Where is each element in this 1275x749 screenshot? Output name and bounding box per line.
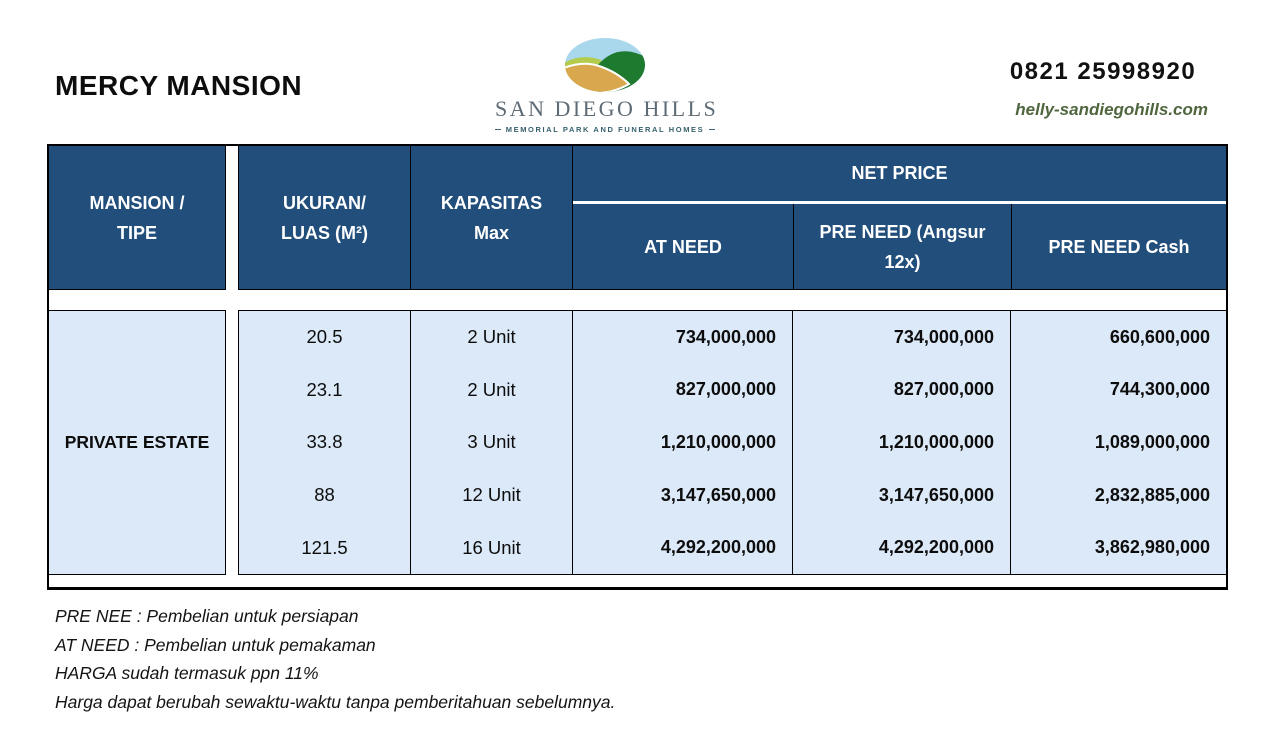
table-row — [239, 469, 1226, 522]
cell-pre-need-cash: 3,862,980,000 — [1010, 521, 1226, 574]
group-label-cell: PRIVATE ESTATE — [49, 310, 226, 575]
header-pre-need-angsur — [793, 204, 1011, 289]
cell-kapasitas: 2 Unit — [410, 311, 572, 364]
cell-ukuran: 121.5 — [301, 536, 348, 558]
phone-number: 0821 25998920 — [1009, 58, 1197, 85]
cell-pre-need-angsur: 827,000,000 — [792, 364, 1010, 417]
footnote-line: PRE NEE : Pembelian untuk persiapan — [55, 606, 359, 626]
hills-landscape-icon — [559, 36, 651, 94]
cell-pre-need-cash: 744,300,000 — [1010, 364, 1226, 417]
header-mansion-line2: TIPE — [116, 222, 157, 243]
cell-ukuran: 23.1 — [306, 378, 343, 400]
header-subrow — [573, 204, 1226, 289]
table-row — [239, 521, 1226, 574]
table-body-grid — [238, 310, 1226, 575]
cell-at-need: 3,147,650,000 — [572, 469, 792, 522]
table-row — [239, 364, 1226, 417]
header-at-need — [573, 204, 793, 289]
cell-pre-need-angsur: 734,000,000 — [792, 311, 1010, 364]
header-net-price-group — [572, 146, 1226, 290]
header-mansion-line1: MANSION / — [89, 192, 185, 213]
footnote-line: HARGA sudah termasuk ppn 11% — [55, 663, 319, 683]
contact-block — [998, 58, 1208, 120]
brand-name: SAN DIEGO HILLS — [495, 96, 719, 121]
cell-ukuran: 20.5 — [306, 326, 343, 348]
header-net-price: NET PRICE — [851, 163, 948, 183]
cell-ukuran: 33.8 — [306, 431, 343, 453]
cell-kapasitas: 12 Unit — [410, 469, 572, 522]
price-table — [47, 144, 1228, 590]
table-header — [49, 146, 1226, 290]
table-row — [239, 416, 1226, 469]
cell-pre-need-cash: 660,600,000 — [1010, 311, 1226, 364]
cell-pre-need-cash: 2,832,885,000 — [1010, 469, 1226, 522]
header-ukuran-line2: LUAS (M²) — [281, 222, 368, 243]
brand-tagline: MEMORIAL PARK AND FUNERAL HOMES — [505, 125, 705, 134]
header-ukuran-luas — [238, 146, 410, 290]
cell-at-need: 1,210,000,000 — [572, 416, 792, 469]
header-cash-label: PRE NEED Cash — [1048, 236, 1190, 257]
table-row — [239, 311, 1226, 364]
cell-at-need: 734,000,000 — [572, 311, 792, 364]
cell-pre-need-cash: 1,089,000,000 — [1010, 416, 1226, 469]
header-at-need-label: AT NEED — [644, 236, 722, 257]
header-angsur-line1: PRE NEED (Angsur — [819, 221, 986, 242]
tagline-left-rule — [495, 129, 501, 130]
cell-kapasitas: 2 Unit — [410, 364, 572, 417]
brand-logo — [495, 36, 719, 134]
cell-pre-need-angsur: 4,292,200,000 — [792, 521, 1010, 574]
website-link[interactable]: helly-sandiegohills.com — [1015, 100, 1208, 119]
header-column-gap — [226, 146, 238, 290]
footnote-line: AT NEED : Pembelian untuk pemakaman — [55, 634, 376, 655]
header-pre-need-cash — [1011, 204, 1226, 289]
body-column-gap — [226, 310, 238, 575]
cell-kapasitas: 3 Unit — [410, 416, 572, 469]
tagline-right-rule — [709, 129, 715, 130]
header-angsur-line2: 12x) — [884, 251, 921, 272]
page-title: MERCY MANSION — [55, 70, 303, 101]
header-kapasitas — [410, 146, 572, 290]
cell-at-need: 4,292,200,000 — [572, 521, 792, 574]
cell-at-need: 827,000,000 — [572, 364, 792, 417]
cell-kapasitas: 16 Unit — [410, 521, 572, 574]
header-kapasitas-line1: KAPASITAS — [440, 192, 543, 213]
cell-pre-need-angsur: 3,147,650,000 — [792, 469, 1010, 522]
footnotes — [55, 602, 615, 716]
cell-pre-need-angsur: 1,210,000,000 — [792, 416, 1010, 469]
brand-tagline-row — [495, 125, 715, 134]
table-bottom-strip — [49, 575, 1226, 587]
header-mansion-tipe — [49, 146, 226, 290]
table-body — [49, 310, 1226, 575]
header-body-separator — [49, 290, 1226, 310]
cell-ukuran: 88 — [314, 484, 335, 506]
header-kapasitas-line2: Max — [473, 222, 509, 243]
footnote-line: Harga dapat berubah sewaktu-waktu tanpa pemberitahuan sebelumnya. — [55, 691, 616, 712]
header-ukuran-line1: UKURAN/ — [283, 192, 366, 213]
